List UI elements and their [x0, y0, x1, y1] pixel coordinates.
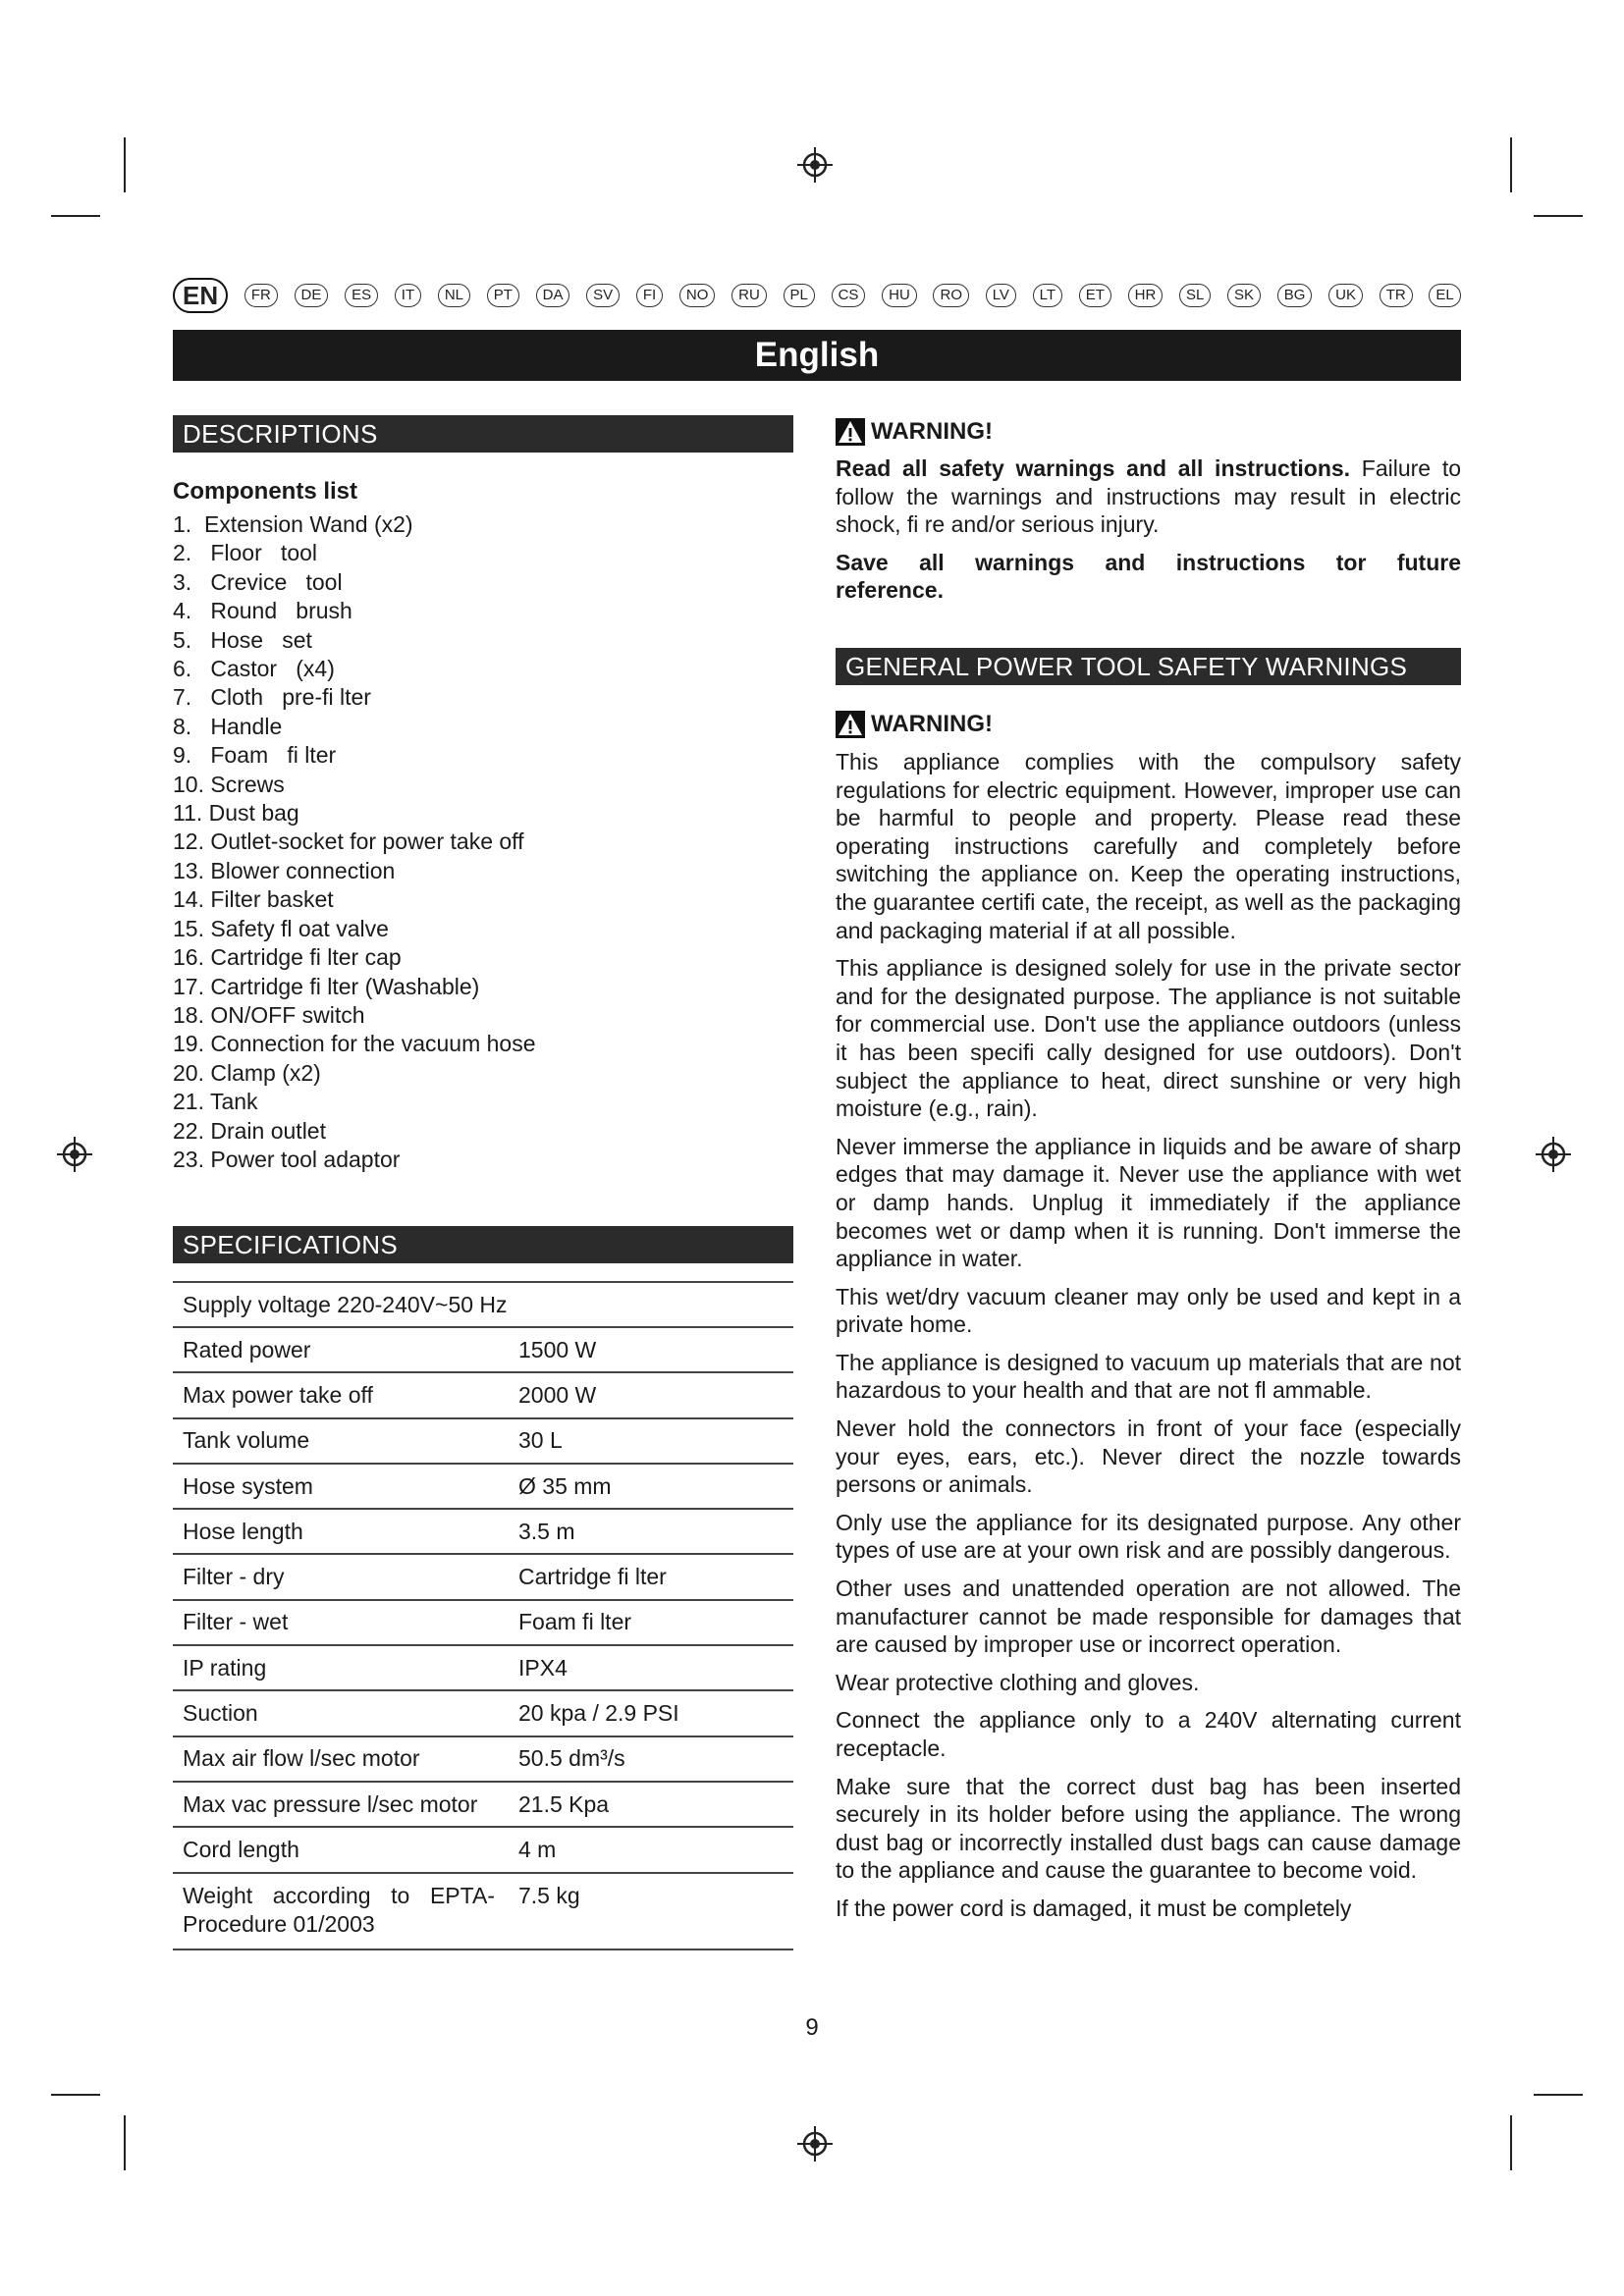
crop-mark — [1510, 2115, 1512, 2170]
components-list — [173, 510, 782, 1174]
language-badge-lv: LV — [986, 284, 1016, 307]
list-item: 15. Safety fl oat valve — [173, 915, 389, 941]
crop-mark — [1534, 215, 1583, 217]
crop-mark — [51, 2094, 100, 2096]
list-item: 21. Tank — [173, 1089, 258, 1115]
list-item: 3. Crevice tool — [173, 568, 343, 595]
spec-value: 7.5 kg — [518, 1882, 580, 1908]
spec-value: Foam fi lter — [518, 1609, 632, 1635]
list-item: 9. Foam fi lter — [173, 742, 337, 769]
language-badge-it: IT — [395, 284, 421, 307]
list-item: 11. Dust bag — [173, 800, 299, 827]
paragraph: Never immerse the appliance in liquids and be aware of sharp edges that may damage it. Never use the appliance with wet or damp hands. Unplug it immediately if the appliance becomes wet or damp when it is running. Don't immerse the appliance in water. — [836, 1133, 1461, 1272]
spec-value: 2000 W — [518, 1381, 597, 1408]
list-item: 10. Screws — [173, 771, 285, 797]
paragraph: If the power cord is damaged, it must be completely — [836, 1895, 1352, 1921]
list-item: 17. Cartridge fi lter (Washable) — [173, 973, 480, 999]
spec-value: IPX4 — [518, 1654, 568, 1681]
list-item: 14. Filter basket — [173, 886, 334, 913]
warning-label — [836, 418, 993, 446]
paragraph: The appliance is designed to vacuum up materials that are not hazardous to your health and that are not fl ammable. — [836, 1349, 1461, 1404]
table-row — [173, 1417, 793, 1463]
paragraph: This appliance is designed solely for use in the private sector and for the designated purpose. The appliance is not suitable for commercial use. Don't use the appliance outdoors (unless it has been specifi cally designed for use outdoors). Don't subject the appliance to heat, direct sunshine or very high moisture (e.g., rain). — [836, 955, 1461, 1122]
save-instructions: Save all warnings and instructions tor future reference. — [836, 549, 1461, 604]
registration-mark-icon — [55, 1135, 94, 1174]
table-row — [173, 1826, 793, 1871]
registration-mark-icon — [795, 2124, 835, 2163]
specifications-table — [173, 1281, 793, 1950]
spec-value: 21.5 Kpa — [518, 1790, 610, 1817]
crop-mark — [1534, 2094, 1583, 2096]
warning-triangle-icon — [836, 418, 865, 446]
list-item: 7. Cloth pre-fi lter — [173, 684, 371, 711]
spec-value: Cartridge fi lter — [518, 1564, 667, 1590]
list-item: 4. Round brush — [173, 598, 352, 624]
table-row — [173, 1735, 793, 1781]
spec-key: Rated power — [183, 1336, 311, 1362]
registration-mark-icon — [1534, 1135, 1573, 1174]
table-row — [173, 1281, 793, 1326]
language-badge-pt: PT — [487, 284, 519, 307]
warning-intro — [836, 454, 1461, 614]
paragraph: This appliance complies with the compulsory safety regulations for electric equipment. However, improper use can be harmful to people and property. Please read these operating instructions carefully and completely before switching the appliance on. Keep the operating instructions, the guarantee certifi cate, the receipt, as well as the packaging and packaging material if at all possible. — [836, 749, 1461, 943]
spec-value: 20 kpa / 2.9 PSI — [518, 1700, 679, 1727]
paragraph: Never hold the connectors in front of your face (especially your eyes, ears, etc.). Never direct the nozzle towards persons or animals. — [836, 1415, 1461, 1498]
crop-mark — [51, 215, 100, 217]
spec-value: 3.5 m — [518, 1518, 575, 1544]
components-heading: Components list — [173, 478, 358, 505]
section-header-descriptions — [173, 415, 793, 453]
warning-label — [836, 711, 993, 738]
crop-mark — [1510, 137, 1512, 192]
crop-mark — [124, 137, 126, 192]
list-item: 8. Handle — [173, 713, 283, 739]
paragraph: Make sure that the correct dust bag has been inserted securely in its holder before using the appliance. The wrong dust bag or incorrectly installed dust bags can cause damage to the appliance and cause the guarantee to become void. — [836, 1773, 1461, 1884]
language-badge-bg: BG — [1277, 284, 1313, 307]
warning-text: WARNING! — [871, 711, 993, 737]
section-header-general-safety — [836, 648, 1461, 685]
list-item: 22. Drain outlet — [173, 1117, 326, 1144]
language-badge-da: DA — [536, 284, 570, 307]
list-item: 5. Hose set — [173, 626, 312, 653]
warning-bold: Read all safety warnings and all instructions. — [836, 455, 1351, 481]
spec-value: 1500 W — [518, 1336, 597, 1362]
table-row — [173, 1644, 793, 1689]
language-badge-tr: TR — [1380, 284, 1413, 307]
spec-key: Max air flow l/sec motor — [183, 1745, 420, 1772]
list-item: 19. Connection for the vacuum hose — [173, 1031, 536, 1057]
language-badge-fi: FI — [636, 284, 663, 307]
general-safety-text — [836, 748, 1461, 1933]
registration-mark-icon — [795, 145, 835, 185]
spec-key: Hose system — [183, 1472, 313, 1499]
spec-value: 50.5 dm³/s — [518, 1745, 625, 1772]
section-title: GENERAL POWER TOOL SAFETY WARNINGS — [845, 651, 1408, 681]
list-item: 2. Floor tool — [173, 540, 318, 566]
warning-body: Failure to follow the warnings and instructions may result in electric shock, fi re and/or serious injury. — [836, 455, 1462, 538]
language-badge-nl: NL — [438, 284, 470, 307]
language-badge-ru: RU — [731, 284, 767, 307]
spec-value: Ø 35 mm — [518, 1472, 612, 1499]
section-title: DESCRIPTIONS — [183, 418, 378, 449]
page-title-bar — [173, 330, 1461, 381]
table-row — [173, 1326, 793, 1371]
language-badge-cs: CS — [832, 284, 866, 307]
list-item: 12. Outlet-socket for power take off — [173, 828, 524, 855]
language-badge-pl: PL — [784, 284, 815, 307]
paragraph: Other uses and unattended operation are not allowed. The manufacturer cannot be made responsible for damages that are caused by improper use or incorrect operation. — [836, 1575, 1461, 1658]
list-item: 23. Power tool adaptor — [173, 1146, 401, 1172]
table-row — [173, 1689, 793, 1735]
warning-triangle-icon — [836, 711, 865, 738]
list-item: 1. Extension Wand (x2) — [173, 511, 413, 537]
language-badge-es: ES — [345, 284, 378, 307]
paragraph: Connect the appliance only to a 240V alternating current receptacle. — [836, 1707, 1461, 1761]
spec-key: Filter - dry — [183, 1564, 285, 1590]
table-row — [173, 1781, 793, 1826]
paragraph: Wear protective clothing and gloves. — [836, 1669, 1200, 1695]
language-badge-et: ET — [1079, 284, 1111, 307]
language-badge-hu: HU — [882, 284, 917, 307]
spec-key: Weight according to EPTA-Procedure 01/2003 — [183, 1882, 495, 1937]
table-row — [173, 1553, 793, 1598]
list-item: 16. Cartridge fi lter cap — [173, 944, 402, 971]
language-badge-el: EL — [1429, 284, 1460, 307]
spec-value: 4 m — [518, 1836, 557, 1862]
list-item: 6. Castor (x4) — [173, 656, 335, 682]
spec-key: Suction — [183, 1700, 258, 1727]
language-badge-sv: SV — [586, 284, 620, 307]
spec-key: Max vac pressure l/sec motor — [183, 1790, 478, 1817]
spec-key: Max power take off — [183, 1381, 373, 1408]
spec-key: Tank volume — [183, 1427, 310, 1454]
table-row — [173, 1508, 793, 1553]
language-badge-fr: FR — [244, 284, 278, 307]
table-row — [173, 1599, 793, 1644]
table-row — [173, 1371, 793, 1416]
spec-key: Hose length — [183, 1518, 303, 1544]
list-item: 13. Blower connection — [173, 857, 396, 883]
language-selector — [173, 281, 1461, 310]
language-badge-en: EN — [173, 278, 228, 313]
paragraph: Only use the appliance for its designated purpose. Any other types of use are at your own risk and are possibly dangerous. — [836, 1509, 1461, 1564]
section-header-specifications — [173, 1226, 793, 1263]
language-badge-lt: LT — [1033, 284, 1062, 307]
table-row — [173, 1872, 793, 1950]
language-badge-sk: SK — [1227, 284, 1261, 307]
table-row — [173, 1463, 793, 1508]
language-badge-no: NO — [679, 284, 716, 307]
spec-key: Filter - wet — [183, 1609, 289, 1635]
crop-mark — [124, 2115, 126, 2170]
page-number: 9 — [805, 2014, 819, 2041]
list-item: 20. Clamp (x2) — [173, 1059, 321, 1086]
page-title: English — [754, 336, 880, 374]
spec-value: 30 L — [518, 1427, 563, 1454]
supply-voltage: Supply voltage 220-240V~50 Hz — [183, 1291, 508, 1317]
warning-text: WARNING! — [871, 418, 993, 445]
spec-key: IP rating — [183, 1654, 267, 1681]
paragraph: This wet/dry vacuum cleaner may only be used and kept in a private home. — [836, 1283, 1461, 1338]
spec-key: Cord length — [183, 1836, 299, 1862]
language-badge-hr: HR — [1128, 284, 1164, 307]
language-badge-uk: UK — [1328, 284, 1363, 307]
section-title: SPECIFICATIONS — [183, 1229, 398, 1259]
language-badge-sl: SL — [1179, 284, 1211, 307]
language-badge-ro: RO — [933, 284, 969, 307]
language-badge-de: DE — [295, 284, 329, 307]
list-item: 18. ON/OFF switch — [173, 1001, 365, 1028]
